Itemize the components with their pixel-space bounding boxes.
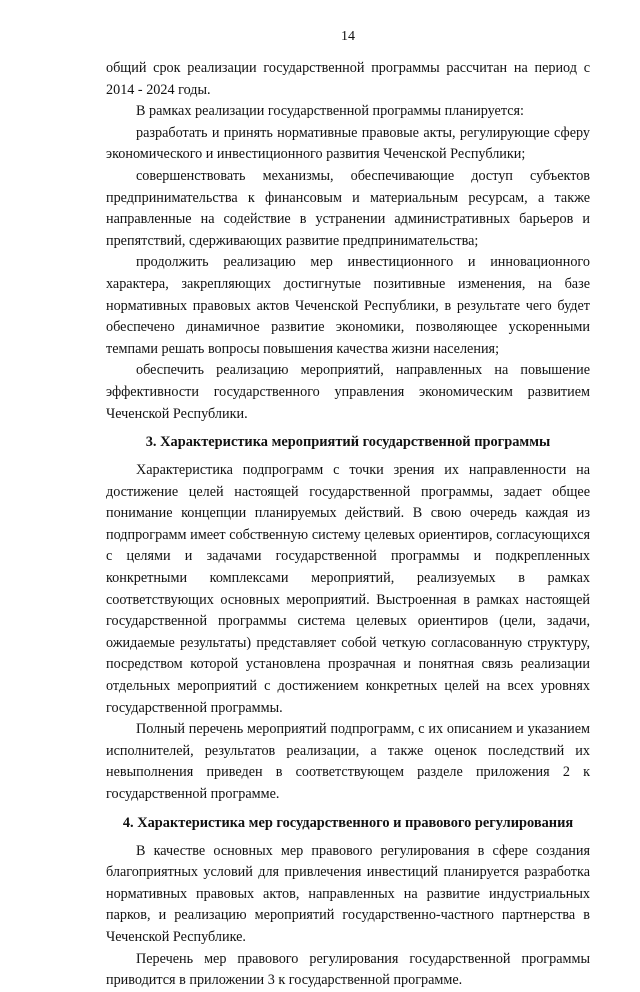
intro-section xyxy=(106,58,590,425)
paragraph-plan-item-4: обеспечить реализацию мероприятий, направленных на повышение эффективности государственного управления экономическим развитием Чеченской Республики. xyxy=(106,362,590,422)
section-3-paragraph-2: Полный перечень мероприятий подпрограмм, с их описанием и указанием исполнителей, результатов реализации, а также оценок последствий их невыполнения приведен в соответствующем разделе приложения 2 к государственной программе. xyxy=(106,721,590,802)
paragraph-plan-item-1: разработать и принять нормативные правовые акты, регулирующие сферу экономического и инвестиционного развития Чеченской Республики; xyxy=(106,124,590,163)
section-3-heading: 3. Характеристика мероприятий государственной программы xyxy=(145,434,551,451)
section-3-body xyxy=(106,460,590,806)
paragraph-term: общий срок реализации государственной программы рассчитан на период с 2014 - 2024 годы. xyxy=(106,60,590,98)
page-number: 14 xyxy=(341,29,355,44)
paragraph-plan-item-2: совершенствовать механизмы, обеспечивающие доступ субъектов предпринимательства к финансовым и материальным ресурсам, а также направленные на содействие в устранении административных барьеров и препятствий, сдерживающих развитие предпринимательства; xyxy=(106,167,590,249)
paragraph-plan-item-3: продолжить реализацию мер инвестиционного и инновационного характера, закрепляющих достигнутые позитивные изменения, на базе нормативных правовых актов Чеченской Республики, в результате чего будет обеспечено динамичное развитие экономики, позволяющее ускоренными темпами решать вопросы повышения качества жизни населения; xyxy=(106,254,590,357)
section-4-body xyxy=(106,841,590,992)
section-3-paragraph-1: Характеристика подпрограмм с точки зрения их направленности на достижение целей настоящей государственной программы, задает общее понимание концепции планируемых действий. В свою очередь каждая из подпрограмм имеет собственную систему целевых ориентиров, согласующихся с целями и задачами государственной программы и подкрепленных конкретными комплексами мероприятий, реализуемых в рамках соответствующих основных мероприятий. Выстроенная в рамках настоящей государственной программы система целевых ориентиров (цели, задачи, ожидаемые результаты) представляет собой четкую согласованную структуру, посредством которой установлена прозрачная и понятная связь реализации отдельных мероприятий с достижением конкретных целей на всех уровнях государственной программы. xyxy=(106,462,590,716)
section-4-paragraph-1: В качестве основных мер правового регулирования в сфере создания благоприятных условий для привлечения инвестиций планируется разработка нормативных правовых актов, направленных на развитие индустриальных парков, и реализацию мероприятий государственно-частного партнерства в Чеченской Республике. xyxy=(106,842,590,945)
section-4-heading: 4. Характеристика мер государственного и правового регулирования xyxy=(122,814,574,831)
section-4-paragraph-2: Перечень мер правового регулирования государственной программы приводится в приложении 3 к государственной программе. xyxy=(106,950,590,989)
document-page xyxy=(106,28,590,992)
paragraph-plan-intro: В рамках реализации государственной программы планируется: xyxy=(136,103,524,120)
